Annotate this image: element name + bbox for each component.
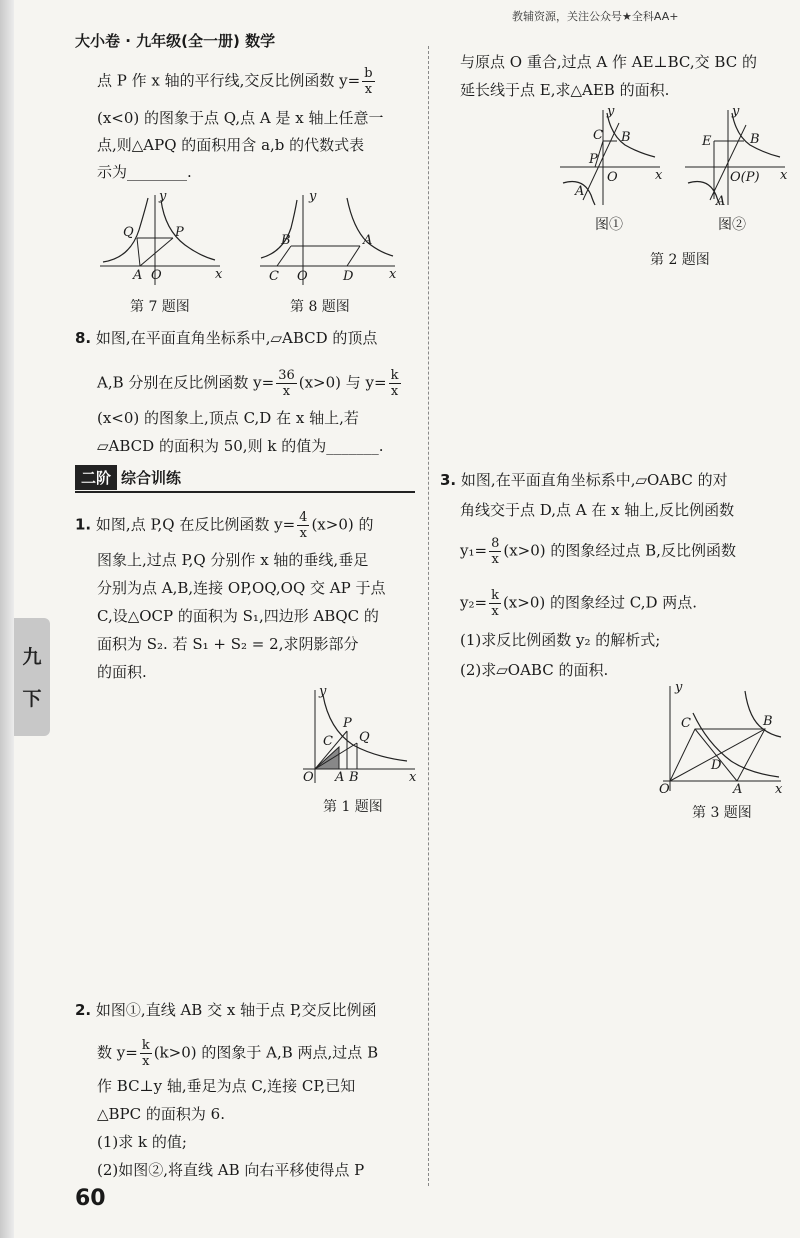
fig2-1-label: 图① xyxy=(595,217,623,233)
svg-text:C: C xyxy=(323,734,333,749)
p8-number: 8. xyxy=(75,329,92,347)
svg-text:O: O xyxy=(297,269,308,284)
p3-line-1 xyxy=(440,470,728,490)
column-divider xyxy=(428,46,429,1186)
p3-line-5 xyxy=(460,588,697,619)
p2-line-5: △BPC 的面积为 6. xyxy=(97,1105,225,1123)
svg-text:C: C xyxy=(593,128,603,143)
fig2-caption: 第 2 题图 xyxy=(650,252,710,268)
p8-line-2 xyxy=(97,368,403,399)
p8-fraction-1 xyxy=(276,368,297,399)
p2-cont-1: 与原点 O 重合,过点 A 作 AE⊥BC,交 BC 的 xyxy=(460,53,757,71)
p7-line-2: (x<0) 的图象于点 Q,点 A 是 x 轴上任意一 xyxy=(97,109,384,127)
section-title: 综合训练 xyxy=(121,469,182,487)
p2-frac-den: x xyxy=(142,1054,150,1069)
side-tab-char-2: 下 xyxy=(22,688,42,710)
svg-text:y: y xyxy=(732,104,740,119)
p3-line-8: (2)求▱OABC 的面积. xyxy=(460,661,609,679)
svg-text:D: D xyxy=(711,758,722,773)
figure-2-2 xyxy=(680,105,790,210)
page-number: 60 xyxy=(75,1186,106,1211)
p8-text-3: (x>0) 与 y= xyxy=(298,373,387,392)
p2-text-2: 数 y= xyxy=(97,1043,138,1062)
p3-frac1-den: x xyxy=(491,552,499,567)
p1-line-3: 图象上,过点 P,Q 分别作 x 轴的垂线,垂足 xyxy=(97,551,369,569)
svg-text:y: y xyxy=(607,104,615,119)
figure-8 xyxy=(255,190,400,290)
p2-text-1: 如图①,直线 AB 交 x 轴于点 P,交反比例函 xyxy=(95,1001,377,1019)
p2-line-7: (2)如图②,将直线 AB 向右平移使得点 P xyxy=(97,1161,365,1179)
svg-text:A: A xyxy=(716,194,726,209)
side-grade-tab xyxy=(14,618,50,736)
p1-number: 1. xyxy=(75,515,92,534)
p2-line-6: (1)求 k 的值; xyxy=(97,1133,187,1151)
svg-text:A: A xyxy=(575,184,585,199)
svg-text:O: O xyxy=(303,770,314,785)
p3-line-7: (1)求反比例函数 y₂ 的解析式; xyxy=(460,631,661,649)
p2-line-1 xyxy=(75,1000,377,1020)
figure-3 xyxy=(655,680,785,797)
p3-text-1: 如图,在平面直角坐标系中,▱OABC 的对 xyxy=(460,471,728,489)
p2-frac-num: k xyxy=(141,1038,150,1053)
p1-line-7: 的面积. xyxy=(97,663,147,681)
svg-text:E: E xyxy=(702,134,712,149)
p7-line-4: 示为________. xyxy=(97,163,192,181)
svg-text:y: y xyxy=(309,189,317,204)
svg-text:C: C xyxy=(269,269,279,284)
p3-line-3 xyxy=(460,536,736,567)
svg-text:P: P xyxy=(589,152,598,167)
p7-line-1 xyxy=(97,66,377,97)
svg-text:B: B xyxy=(763,714,773,729)
svg-text:x: x xyxy=(775,782,783,797)
p8-line-4: (x<0) 的图象上,顶点 C,D 在 x 轴上,若 xyxy=(97,409,359,427)
fig3-caption: 第 3 题图 xyxy=(692,805,752,821)
p3-frac2-den: x xyxy=(491,604,499,619)
section-header xyxy=(75,465,415,493)
svg-text:y: y xyxy=(159,189,167,204)
figure-7 xyxy=(95,190,225,290)
p8-text-2: A,B 分别在反比例函数 y= xyxy=(97,373,275,392)
header-book-title: 大小卷 · 九年级(全一册) 数学 xyxy=(75,32,276,50)
svg-text:x: x xyxy=(409,770,417,785)
svg-text:D: D xyxy=(343,269,354,284)
svg-text:P: P xyxy=(343,716,352,731)
p1-line-5: C,设△OCP 的面积为 S₁,四边形 ABQC 的 xyxy=(97,607,379,625)
p1-line-1 xyxy=(75,510,373,541)
svg-text:B: B xyxy=(281,233,291,248)
p8-text-1: 如图,在平面直角坐标系中,▱ABCD 的顶点 xyxy=(95,329,378,347)
p3-text-6: (x>0) 的图象经过 C,D 两点. xyxy=(502,593,698,612)
fig1-caption: 第 1 题图 xyxy=(323,799,383,815)
p8-frac2-den: x xyxy=(390,384,399,399)
p8-line-5: ▱ABCD 的面积为 50,则 k 的值为_______. xyxy=(97,437,384,455)
svg-text:y: y xyxy=(675,680,683,695)
fig2-2-label: 图② xyxy=(718,217,746,233)
p1-frac-den: x xyxy=(299,526,307,541)
svg-text:O: O xyxy=(607,170,618,185)
svg-text:O: O xyxy=(151,268,162,283)
figure-1 xyxy=(295,685,420,785)
p3-line-2: 角线交于点 D,点 A 在 x 轴上,反比例函数 xyxy=(460,501,735,519)
svg-text:A: A xyxy=(733,782,743,797)
svg-text:A: A xyxy=(133,268,143,283)
p8-frac2-num: k xyxy=(390,368,399,383)
p2-cont-2: 延长线于点 E,求△AEB 的面积. xyxy=(460,81,670,99)
p2-number: 2. xyxy=(75,1001,92,1019)
p2-text-3: (k>0) 的图象于 A,B 两点,过点 B xyxy=(153,1043,379,1062)
svg-text:P: P xyxy=(175,225,184,240)
p1-line-4: 分别为点 A,B,连接 OP,OQ,OQ 交 AP 于点 xyxy=(97,579,386,597)
p1-text-1: 如图,点 P,Q 在反比例函数 y= xyxy=(95,515,296,534)
p1-text-2: (x>0) 的 xyxy=(311,515,374,534)
svg-text:O: O xyxy=(659,782,670,797)
p3-frac1-num: 8 xyxy=(491,536,500,551)
svg-text:B: B xyxy=(621,130,631,145)
p3-text-3: y₁= xyxy=(460,541,488,560)
svg-text:y: y xyxy=(319,684,327,699)
p8-frac1-num: 36 xyxy=(278,368,295,383)
svg-text:x: x xyxy=(780,168,788,183)
figure-2-1 xyxy=(555,105,665,210)
fig7-caption: 第 7 题图 xyxy=(130,299,190,315)
p8-line-1 xyxy=(75,328,377,348)
p7-text-1: 点 P 作 x 轴的平行线,交反比例函数 y= xyxy=(97,71,361,90)
p3-frac2-num: k xyxy=(491,588,499,603)
svg-text:x: x xyxy=(389,267,397,282)
p3-fraction-2 xyxy=(489,588,501,619)
svg-text:Q: Q xyxy=(123,225,134,240)
fig8-caption: 第 8 题图 xyxy=(290,299,350,315)
p2-line-2 xyxy=(97,1038,378,1069)
p1-fraction xyxy=(297,510,309,541)
p3-text-4: (x>0) 的图象经过点 B,反比例函数 xyxy=(503,541,736,560)
p3-fraction-1 xyxy=(489,536,501,567)
p7-line-3: 点,则△APQ 的面积用含 a,b 的代数式表 xyxy=(97,136,365,154)
svg-text:B: B xyxy=(349,770,359,785)
p7-fraction xyxy=(362,66,374,97)
svg-text:A: A xyxy=(363,233,373,248)
p1-line-6: 面积为 S₂. 若 S₁ + S₂ = 2,求阴影部分 xyxy=(97,635,359,653)
p8-frac1-den: x xyxy=(282,384,291,399)
svg-text:Q: Q xyxy=(359,730,370,745)
p3-text-5: y₂= xyxy=(460,593,488,612)
svg-text:C: C xyxy=(681,716,691,731)
p2-fraction xyxy=(140,1038,152,1069)
svg-text:x: x xyxy=(655,168,663,183)
side-tab-char-1: 九 xyxy=(22,646,42,668)
header-watermark: 教辅资源，关注公众号★全科AA+ xyxy=(512,10,679,23)
p8-fraction-2 xyxy=(389,368,401,399)
svg-text:B: B xyxy=(750,132,760,147)
svg-text:x: x xyxy=(215,267,223,282)
svg-text:A: A xyxy=(335,770,345,785)
section-badge: 二阶 xyxy=(75,465,117,490)
p2-line-4: 作 BC⊥y 轴,垂足为点 C,连接 CP,已知 xyxy=(97,1077,356,1095)
p7-frac-den: x xyxy=(364,82,373,97)
p7-frac-num: b xyxy=(364,66,373,81)
p3-number: 3. xyxy=(440,471,457,489)
svg-text:O(P): O(P) xyxy=(730,170,760,185)
page-edge xyxy=(0,0,14,1238)
p1-frac-num: 4 xyxy=(299,510,308,525)
